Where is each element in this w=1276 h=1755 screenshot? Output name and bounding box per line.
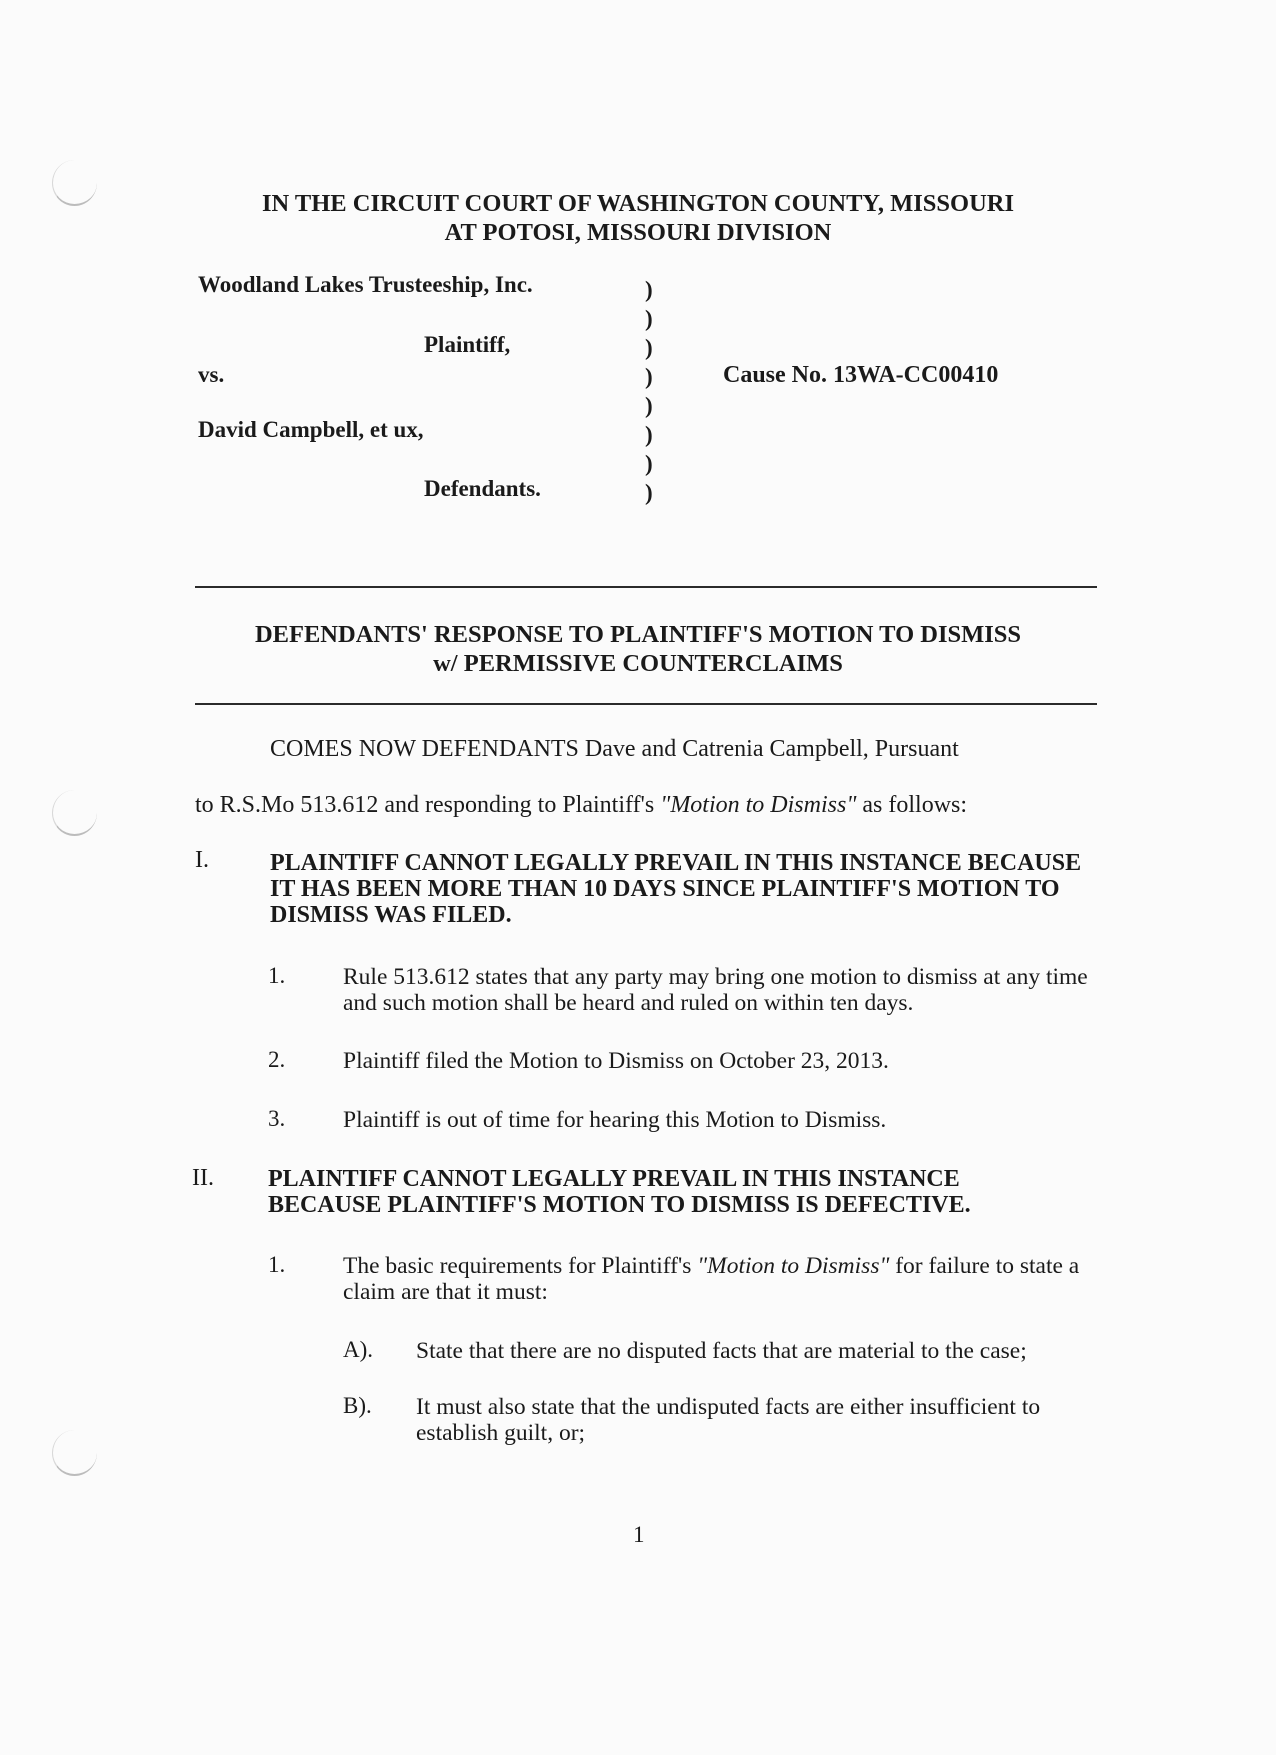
intro-line-2: to R.S.Mo 513.612 and responding to Plaintiff's "Motion to Dismiss" as follows:: [195, 792, 968, 818]
punch-hole: [52, 1430, 97, 1476]
caption-paren: ): [645, 422, 653, 447]
plaintiff-name: Woodland Lakes Trusteeship, Inc.: [198, 272, 533, 297]
section-number: I.: [195, 847, 209, 873]
divider-bottom: [195, 703, 1097, 705]
caption-paren: ): [645, 277, 653, 302]
court-name: IN THE CIRCUIT COURT OF WASHINGTON COUNTY, MISSOURI: [261, 190, 1014, 217]
punch-hole: [52, 790, 97, 836]
cause-number: Cause No. 13WA-CC00410: [723, 362, 999, 388]
plaintiff-role: Plaintiff,: [424, 332, 511, 357]
section-heading: PLAINTIFF CANNOT LEGALLY PREVAIL IN THIS INSTANCE BECAUSE PLAINTIFF'S MOTION TO DISMISS IS DEFECTIVE.: [268, 1166, 971, 1218]
list-item-text: Rule 513.612 states that any party may bring one motion to dismiss at any time and such motion shall be heard and ruled on within ten days.: [343, 964, 1088, 1016]
versus-label: vs.: [198, 362, 225, 387]
document-subtitle: w/ PERMISSIVE COUNTERCLAIMS: [433, 650, 843, 677]
list-item-number: 2.: [268, 1047, 286, 1072]
section-heading: PLAINTIFF CANNOT LEGALLY PREVAIL IN THIS INSTANCE BECAUSE IT HAS BEEN MORE THAN 10 DAYS SINCE PLAINTIFF'S MOTION TO DISMISS WAS FILED.: [270, 850, 1082, 928]
list-item-number: 3.: [268, 1106, 286, 1131]
list-item-text: The basic requirements for Plaintiff's "Motion to Dismiss" for failure to state a claim are that it must:: [343, 1253, 1080, 1305]
caption-paren: ): [645, 451, 653, 476]
caption-paren: ): [645, 364, 653, 389]
sub-item-text: It must also state that the undisputed facts are either insufficient to establish guilt, or;: [416, 1394, 1041, 1446]
motion-title-italic: "Motion to Dismiss": [697, 1253, 890, 1279]
list-item-number: 1.: [268, 963, 286, 988]
defendant-name: David Campbell, et ux,: [198, 417, 424, 442]
divider-top: [195, 586, 1097, 588]
sub-item-text: State that there are no disputed facts that are material to the case;: [416, 1338, 1027, 1364]
caption-paren: ): [645, 335, 653, 360]
defendant-role: Defendants.: [424, 476, 541, 501]
page-number: 1: [633, 1522, 645, 1547]
caption-paren: ): [645, 393, 653, 418]
caption-paren: ): [645, 306, 653, 331]
court-division: AT POTOSI, MISSOURI DIVISION: [444, 219, 832, 246]
intro-line-1: COMES NOW DEFENDANTS Dave and Catrenia Campbell, Pursuant: [270, 736, 959, 762]
document-title: DEFENDANTS' RESPONSE TO PLAINTIFF'S MOTION TO DISMISS: [254, 621, 1022, 648]
motion-title-italic: "Motion to Dismiss": [660, 792, 857, 818]
list-item-text: Plaintiff is out of time for hearing this Motion to Dismiss.: [343, 1107, 887, 1133]
sub-item-letter: A).: [343, 1337, 374, 1362]
section-number: II.: [192, 1165, 214, 1191]
list-item-number: 1.: [268, 1252, 286, 1277]
caption-paren: ): [645, 480, 653, 505]
sub-item-letter: B).: [343, 1393, 372, 1418]
list-item-text: Plaintiff filed the Motion to Dismiss on October 23, 2013.: [343, 1048, 889, 1074]
